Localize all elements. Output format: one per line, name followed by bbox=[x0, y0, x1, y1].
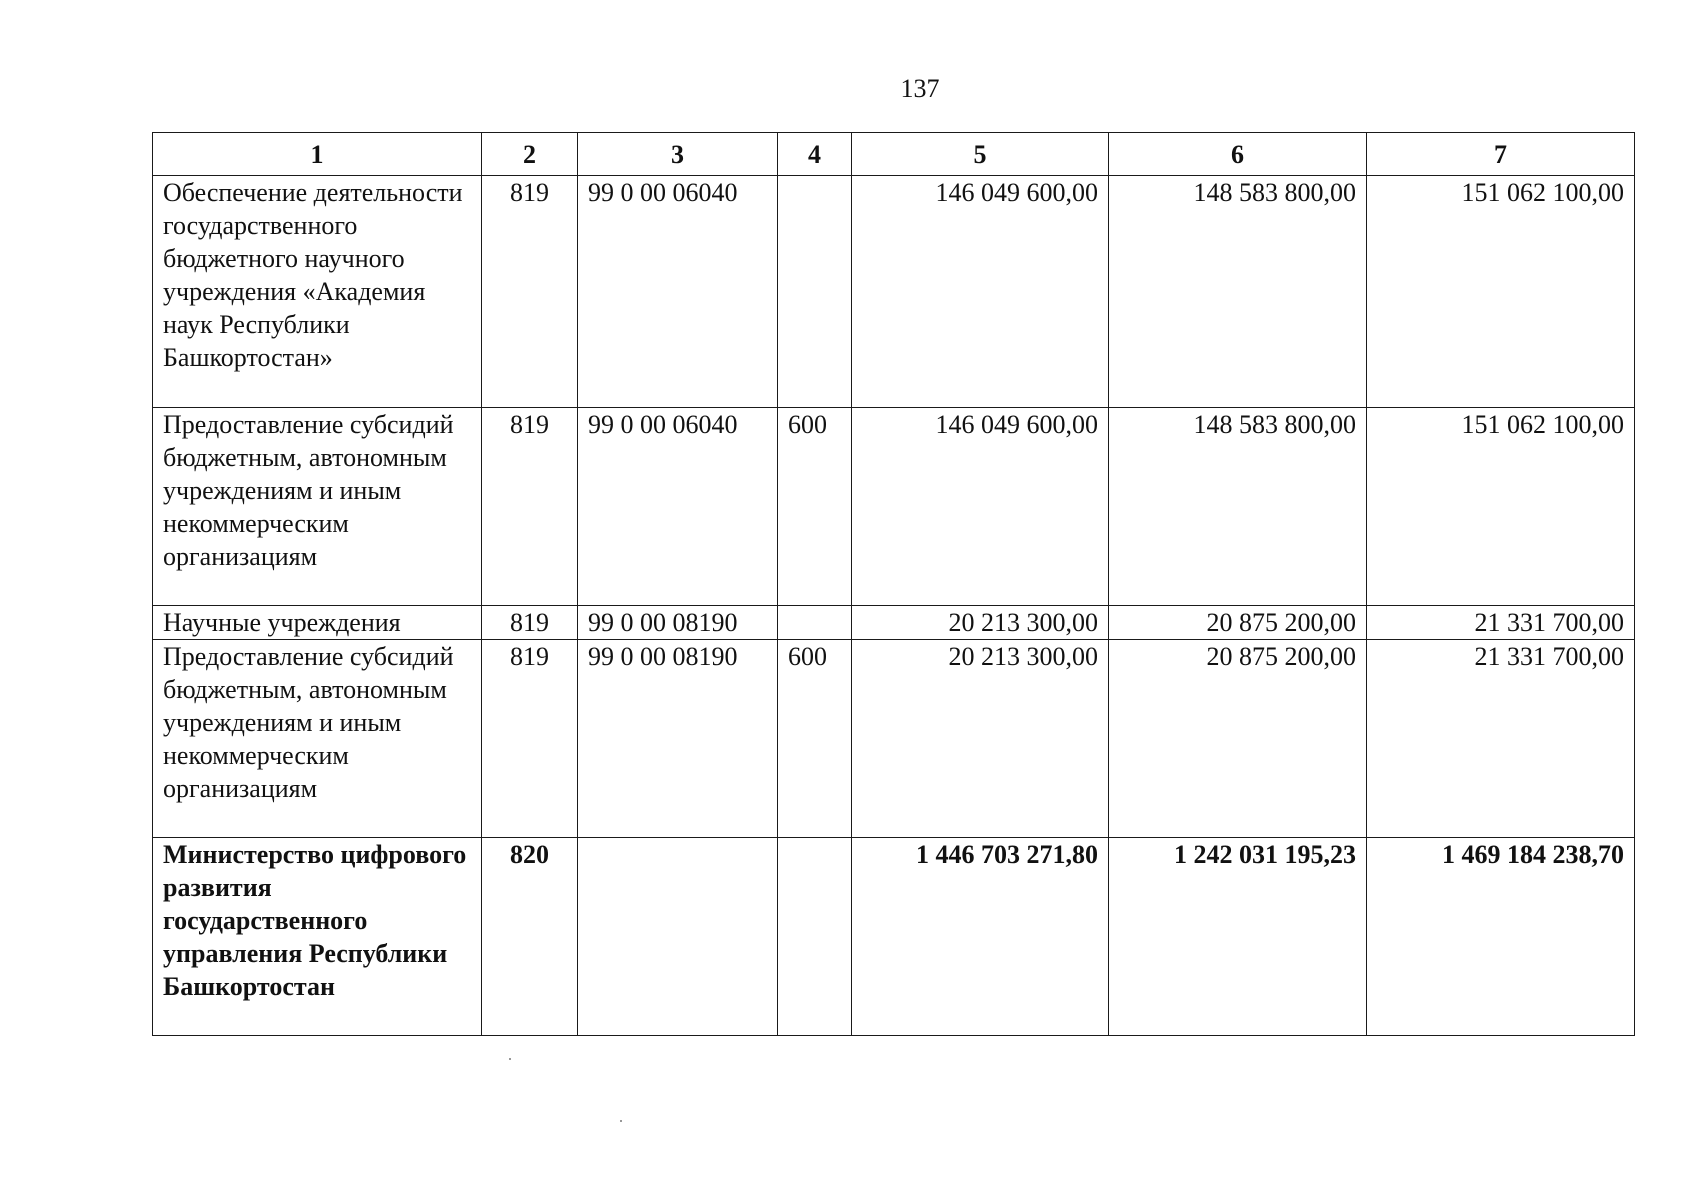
row-name: Предоставление субсидий бюджетным, автономным учреждениям и иным некоммерческим организациям bbox=[153, 408, 482, 606]
budget-table bbox=[152, 132, 1635, 1036]
amount-year-3: 151 062 100,00 bbox=[1367, 408, 1635, 606]
header-col-6: 6 bbox=[1109, 133, 1367, 176]
header-col-4: 4 bbox=[778, 133, 852, 176]
expense-type: 600 bbox=[778, 408, 852, 606]
amount-year-1: 20 213 300,00 bbox=[852, 606, 1109, 640]
table-row bbox=[153, 838, 1635, 1036]
expense-type bbox=[778, 176, 852, 408]
header-col-3: 3 bbox=[578, 133, 778, 176]
row-name: Обеспечение деятельности государственного бюджетного научного учреждения «Академия наук Республики Башкортостан» bbox=[153, 176, 482, 408]
row-name: Предоставление субсидий бюджетным, автономным учреждениям и иным некоммерческим организациям bbox=[153, 640, 482, 838]
amount-year-3: 151 062 100,00 bbox=[1367, 176, 1635, 408]
expense-type: 600 bbox=[778, 640, 852, 838]
amount-year-2: 20 875 200,00 bbox=[1109, 640, 1367, 838]
ministry-code: 819 bbox=[482, 606, 578, 640]
target-article: 99 0 00 08190 bbox=[578, 606, 778, 640]
header-col-5: 5 bbox=[852, 133, 1109, 176]
ministry-code: 819 bbox=[482, 176, 578, 408]
ministry-code: 819 bbox=[482, 640, 578, 838]
header-col-1: 1 bbox=[153, 133, 482, 176]
amount-year-3: 21 331 700,00 bbox=[1367, 606, 1635, 640]
amount-year-2: 1 242 031 195,23 bbox=[1109, 838, 1367, 1036]
header-col-2: 2 bbox=[482, 133, 578, 176]
amount-year-1: 146 049 600,00 bbox=[852, 176, 1109, 408]
amount-year-2: 148 583 800,00 bbox=[1109, 408, 1367, 606]
row-name: Министерство цифрового развития государственного управления Республики Башкортостан bbox=[153, 838, 482, 1036]
table-row bbox=[153, 640, 1635, 838]
table-row bbox=[153, 176, 1635, 408]
amount-year-1: 1 446 703 271,80 bbox=[852, 838, 1109, 1036]
amount-year-1: 146 049 600,00 bbox=[852, 408, 1109, 606]
table-row bbox=[153, 606, 1635, 640]
table-row bbox=[153, 408, 1635, 606]
scan-speck bbox=[509, 1058, 511, 1060]
amount-year-3: 1 469 184 238,70 bbox=[1367, 838, 1635, 1036]
ministry-code: 820 bbox=[482, 838, 578, 1036]
expense-type bbox=[778, 606, 852, 640]
amount-year-2: 20 875 200,00 bbox=[1109, 606, 1367, 640]
scan-speck bbox=[620, 1120, 622, 1122]
amount-year-1: 20 213 300,00 bbox=[852, 640, 1109, 838]
target-article: 99 0 00 06040 bbox=[578, 408, 778, 606]
target-article: 99 0 00 06040 bbox=[578, 176, 778, 408]
target-article bbox=[578, 838, 778, 1036]
target-article: 99 0 00 08190 bbox=[578, 640, 778, 838]
amount-year-2: 148 583 800,00 bbox=[1109, 176, 1367, 408]
amount-year-3: 21 331 700,00 bbox=[1367, 640, 1635, 838]
row-name: Научные учреждения bbox=[153, 606, 482, 640]
header-col-7: 7 bbox=[1367, 133, 1635, 176]
page-number: 137 bbox=[900, 74, 940, 103]
expense-type bbox=[778, 838, 852, 1036]
header-row bbox=[153, 133, 1635, 176]
ministry-code: 819 bbox=[482, 408, 578, 606]
